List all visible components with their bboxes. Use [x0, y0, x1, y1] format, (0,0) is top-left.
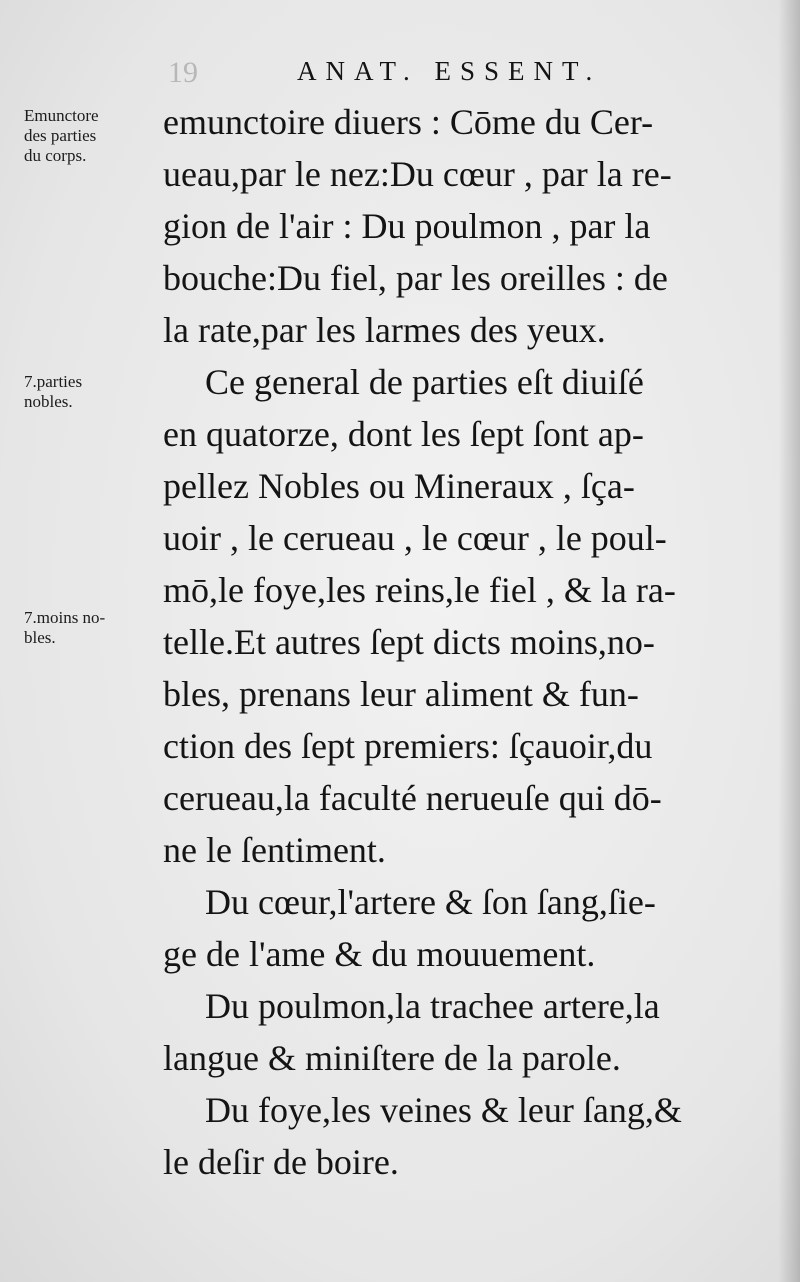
text-line: pellez Nobles ou Mineraux , ſça- — [163, 466, 635, 506]
text-line: Du cœur,l'artere & ſon ſang,ſie- — [205, 882, 656, 922]
margin-note-line: nobles. — [24, 392, 73, 411]
body-text — [163, 96, 758, 1188]
margin-note-line: Emunctore — [24, 106, 99, 125]
margin-note-moins-nobles — [24, 608, 105, 648]
text-line: ge de l'ame & du mouuement. — [163, 934, 596, 974]
margin-note-line: 7.parties — [24, 372, 83, 391]
bleed-through-mark: 19 — [168, 56, 198, 89]
text-line: langue & miniſtere de la parole. — [163, 1038, 621, 1078]
text-line: la rate,par les larmes des yeux. — [163, 310, 606, 350]
text-line: gion de l'air : Du poulmon , par la — [163, 206, 651, 246]
margin-note-line: bles. — [24, 628, 56, 647]
text-line: bles, prenans leur aliment & fun- — [163, 674, 639, 714]
margin-note-emunctore — [24, 106, 99, 166]
text-line: ne le ſentiment. — [163, 830, 386, 870]
text-line: mō,le foye,les reins,le fiel , & la ra- — [163, 570, 676, 610]
text-line: en quatorze, dont les ſept ſont ap- — [163, 414, 644, 454]
text-line: Du poulmon,la trachee artere,la — [205, 986, 660, 1026]
text-line: bouche:Du fiel, par les oreilles : de — [163, 258, 668, 298]
margin-note-line: du corps. — [24, 146, 87, 165]
text-line: Ce general de parties eſt diuiſé — [205, 362, 644, 402]
text-line: cerueau,la faculté nerueuſe qui dō- — [163, 778, 662, 818]
margin-note-line: 7.moins no- — [24, 608, 106, 627]
text-line: emunctoire diuers : Cōme du Cer- — [163, 102, 654, 142]
binding-shadow — [778, 0, 800, 1282]
margin-note-parties-nobles — [24, 372, 82, 412]
text-line: uoir , le cerueau , le cœur , le poul- — [163, 518, 667, 558]
text-line: ueau,par le nez:Du cœur , par la re- — [163, 154, 672, 194]
margin-note-line: des parties — [24, 126, 97, 145]
text-line: telle.Et autres ſept dicts moins,no- — [163, 622, 655, 662]
text-line: ction des ſept premiers: ſçauoir,du — [163, 726, 653, 766]
running-head: ANAT. ESSENT. — [297, 56, 602, 86]
text-line: le deſir de boire. — [163, 1142, 399, 1182]
text-line: Du foye,les veines & leur ſang,& — [205, 1090, 682, 1130]
